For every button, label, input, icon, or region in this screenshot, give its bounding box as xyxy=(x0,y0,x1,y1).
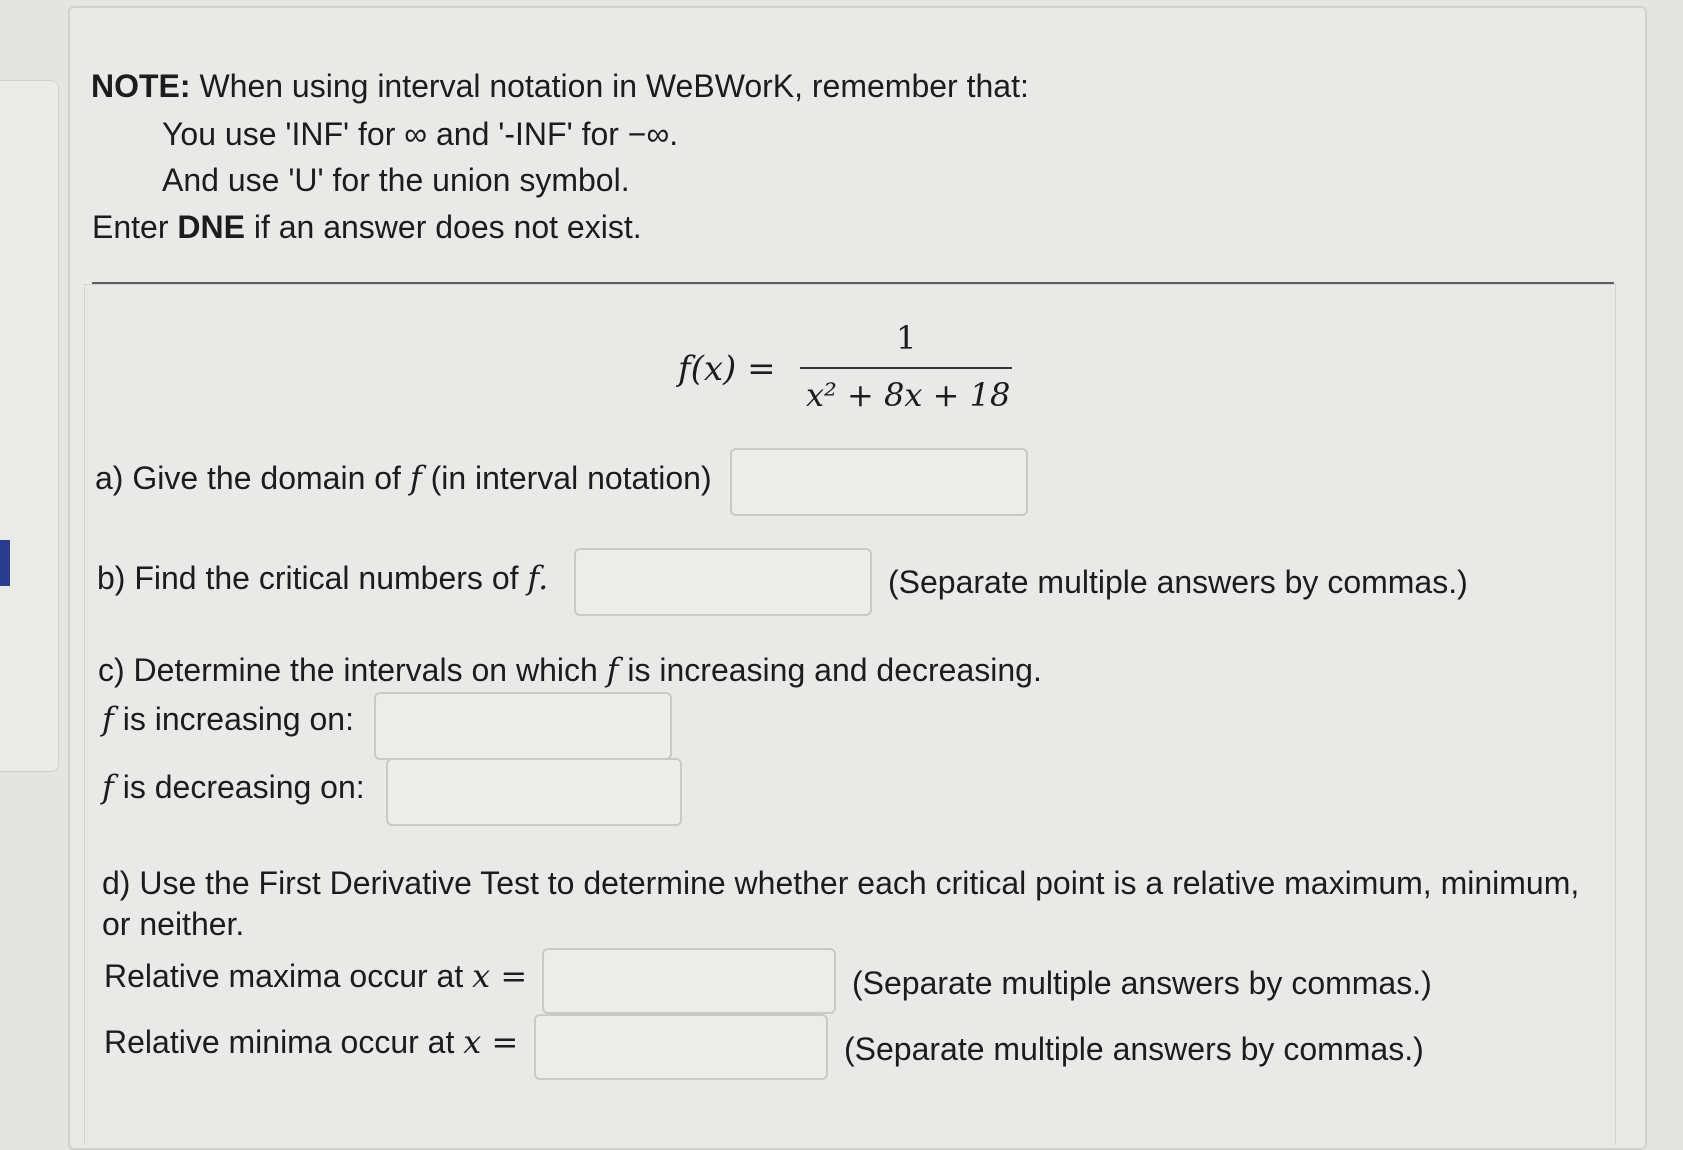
left-side-strip xyxy=(0,80,59,772)
critical-numbers-input[interactable] xyxy=(574,548,872,616)
note-line-1 xyxy=(91,70,1029,102)
increasing-label xyxy=(102,700,354,738)
rel-max-label xyxy=(104,957,528,995)
formula-denominator: x² + 8x + 18 xyxy=(806,376,1011,414)
part-a-var: f xyxy=(409,459,422,497)
increasing-text: is increasing on: xyxy=(122,701,354,737)
part-c-tail: is increasing and decreasing. xyxy=(627,652,1042,688)
part-c-var: f xyxy=(606,651,619,689)
note-label: NOTE: xyxy=(91,68,191,104)
formula-lhs: f(x) = xyxy=(678,349,776,389)
rel-min-hint: (Separate multiple answers by commas.) xyxy=(844,1031,1424,1067)
part-a-tail: (in interval notation) xyxy=(430,460,712,496)
part-a-text: a) Give the domain of xyxy=(95,460,401,496)
part-d-line-2: or neither. xyxy=(102,906,245,942)
note-line-4-pre: Enter xyxy=(92,209,178,245)
increasing-var: f xyxy=(102,700,114,738)
part-a-question xyxy=(95,459,712,497)
fraction-bar xyxy=(800,367,1012,369)
section-divider xyxy=(92,282,1614,284)
note-line-1-text: When using interval notation in WeBWorK, remember that: xyxy=(190,68,1029,104)
domain-input[interactable] xyxy=(730,448,1028,516)
decreasing-var: f xyxy=(102,768,114,806)
rel-max-eq: x = xyxy=(472,957,528,995)
decreasing-text: is decreasing on: xyxy=(122,769,365,805)
decreasing-label xyxy=(102,768,365,806)
formula-numerator: 1 xyxy=(896,319,917,357)
part-b-hint: (Separate multiple answers by commas.) xyxy=(888,564,1468,600)
note-line-4 xyxy=(92,211,642,243)
decreasing-input[interactable] xyxy=(386,758,682,826)
rel-max-text: Relative maxima occur at xyxy=(104,958,464,994)
part-c-question xyxy=(98,651,1042,689)
note-line-2: You use 'INF' for ∞ and '-INF' for −∞. xyxy=(162,116,679,152)
part-b-text: b) Find the critical numbers of xyxy=(97,560,519,596)
increasing-input[interactable] xyxy=(374,692,672,760)
note-line-3: And use 'U' for the union symbol. xyxy=(162,162,630,198)
part-b-question xyxy=(97,559,549,597)
dne-keyword: DNE xyxy=(177,209,245,245)
rel-min-text: Relative minima occur at xyxy=(104,1024,455,1060)
note-line-4-post: if an answer does not exist. xyxy=(244,209,642,245)
left-side-marker xyxy=(0,540,10,586)
rel-max-hint: (Separate multiple answers by commas.) xyxy=(852,965,1432,1001)
relative-maxima-input[interactable] xyxy=(542,948,836,1014)
part-c-text: c) Determine the intervals on which xyxy=(98,652,598,688)
rel-min-label xyxy=(104,1023,519,1061)
relative-minima-input[interactable] xyxy=(534,1014,828,1080)
part-d-line-1: d) Use the First Derivative Test to determine whether each critical point is a relative maximum, minimum, xyxy=(102,865,1580,901)
part-b-var: f. xyxy=(527,559,549,597)
rel-min-eq: x = xyxy=(463,1023,519,1061)
